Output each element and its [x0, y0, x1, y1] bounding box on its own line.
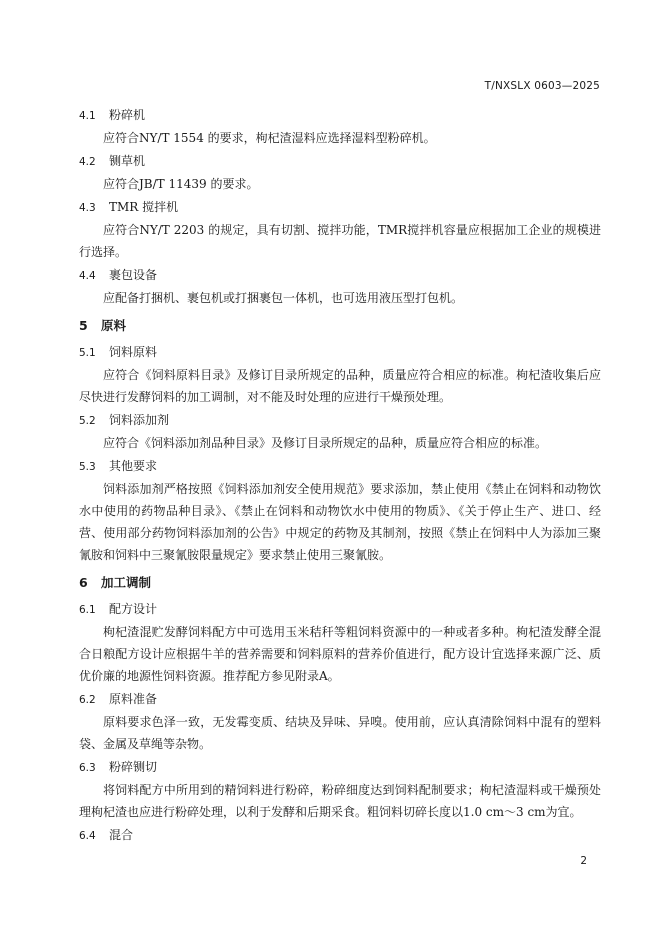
paragraph: 饲料添加剂严格按照《饲料添加剂安全使用规范》要求添加，禁止使用《禁止在饲料和动物饮水中使用的药物品种目录》、《禁止在饲料和动物饮水中使用的物质》、《关于停止生产、进口、经营、使用部分药物饲料添加剂的公告》中规定的药物及其制剂，按照《禁止在饲料中人为添加三聚氰胺和饲料中三聚氰胺限量规定》要求禁止使用三聚氰胺。	[79, 482, 601, 562]
heading-title: 铡草机	[109, 154, 146, 168]
subsection-heading	[79, 104, 601, 127]
heading-number: 6	[79, 575, 88, 590]
subsection-heading	[79, 455, 601, 478]
heading-number: 5	[79, 318, 88, 333]
paragraph: 应符合《饲料添加剂品种目录》及修订目录所规定的品种，质量应符合相应的标准。	[103, 436, 548, 450]
paragraph: 应符合NY/T 2203 的规定，具有切割、搅拌功能，TMR搅拌机容量应根据加工企业的规模进行选择。	[79, 223, 601, 259]
paragraph: 应符合JB/T 11439 的要求。	[103, 177, 259, 191]
section-heading	[79, 572, 601, 594]
heading-number: 6.4	[79, 830, 96, 842]
subsection-heading	[79, 409, 601, 432]
subsection-heading	[79, 824, 601, 847]
heading-number: 6.3	[79, 762, 96, 774]
document-body	[79, 103, 601, 847]
heading-title: 饲料添加剂	[109, 413, 170, 427]
heading-title: 裹包设备	[109, 268, 158, 282]
heading-title: 粉碎铡切	[109, 760, 158, 774]
paragraph: 应符合《饲料原料目录》及修订目录所规定的品种，质量应符合相应的标准。枸杞渣收集后应尽快进行发酵饲料的加工调制，对不能及时处理的应进行干燥预处理。	[79, 368, 601, 404]
heading-title: TMR 搅拌机	[109, 200, 179, 214]
heading-number: 5.2	[79, 415, 96, 427]
heading-title: 配方设计	[109, 602, 158, 616]
subsection-heading	[79, 756, 601, 779]
paragraph: 枸杞渣混贮发酵饲料配方中可选用玉米秸秆等粗饲料资源中的一种或者多种。枸杞渣发酵全混合日粮配方设计应根据牛羊的营养需要和饲料原料的营养价值进行，配方设计宜选择来源广泛、质优价廉的地源性饲料资源。推荐配方参见附录A。	[79, 625, 601, 683]
heading-title: 原料准备	[109, 692, 158, 706]
heading-title: 原料	[101, 318, 127, 333]
heading-number: 4.4	[79, 270, 96, 282]
heading-number: 4.1	[79, 110, 96, 122]
heading-number: 6.2	[79, 694, 96, 706]
subsection-heading	[79, 150, 601, 173]
standard-code: T/NXSLX 0603—2025	[484, 80, 600, 92]
subsection-heading	[79, 196, 601, 219]
heading-number: 5.3	[79, 461, 96, 473]
heading-number: 4.3	[79, 202, 96, 214]
heading-title: 混合	[109, 828, 134, 842]
subsection-heading	[79, 341, 601, 364]
heading-number: 4.2	[79, 156, 96, 168]
section-heading	[79, 315, 601, 337]
heading-title: 其他要求	[109, 459, 158, 473]
subsection-heading	[79, 598, 601, 621]
paragraph: 应配备打捆机、裹包机或打捆裹包一体机，也可选用液压型打包机。	[103, 291, 464, 305]
paragraph: 应符合NY/T 1554 的要求，枸杞渣湿料应选择湿料型粉碎机。	[103, 131, 436, 145]
heading-number: 6.1	[79, 604, 96, 616]
heading-title: 饲料原料	[109, 345, 158, 359]
paragraph: 原料要求色泽一致，无发霉变质、结块及异味、异嗅。使用前，应认真清除饲料中混有的塑料袋、金属及草绳等杂物。	[79, 715, 601, 751]
heading-title: 加工调制	[101, 575, 152, 590]
page-number: 2	[580, 855, 587, 867]
subsection-heading	[79, 688, 601, 711]
paragraph: 将饲料配方中所用到的精饲料进行粉碎，粉碎细度达到饲料配制要求；枸杞渣湿料或干燥预处理枸杞渣也应进行粉碎处理，以利于发酵和后期采食。粗饲料切碎长度以1.0 cm～3 cm为宜。	[79, 783, 601, 819]
heading-title: 粉碎机	[109, 108, 146, 122]
subsection-heading	[79, 264, 601, 287]
heading-number: 5.1	[79, 347, 96, 359]
